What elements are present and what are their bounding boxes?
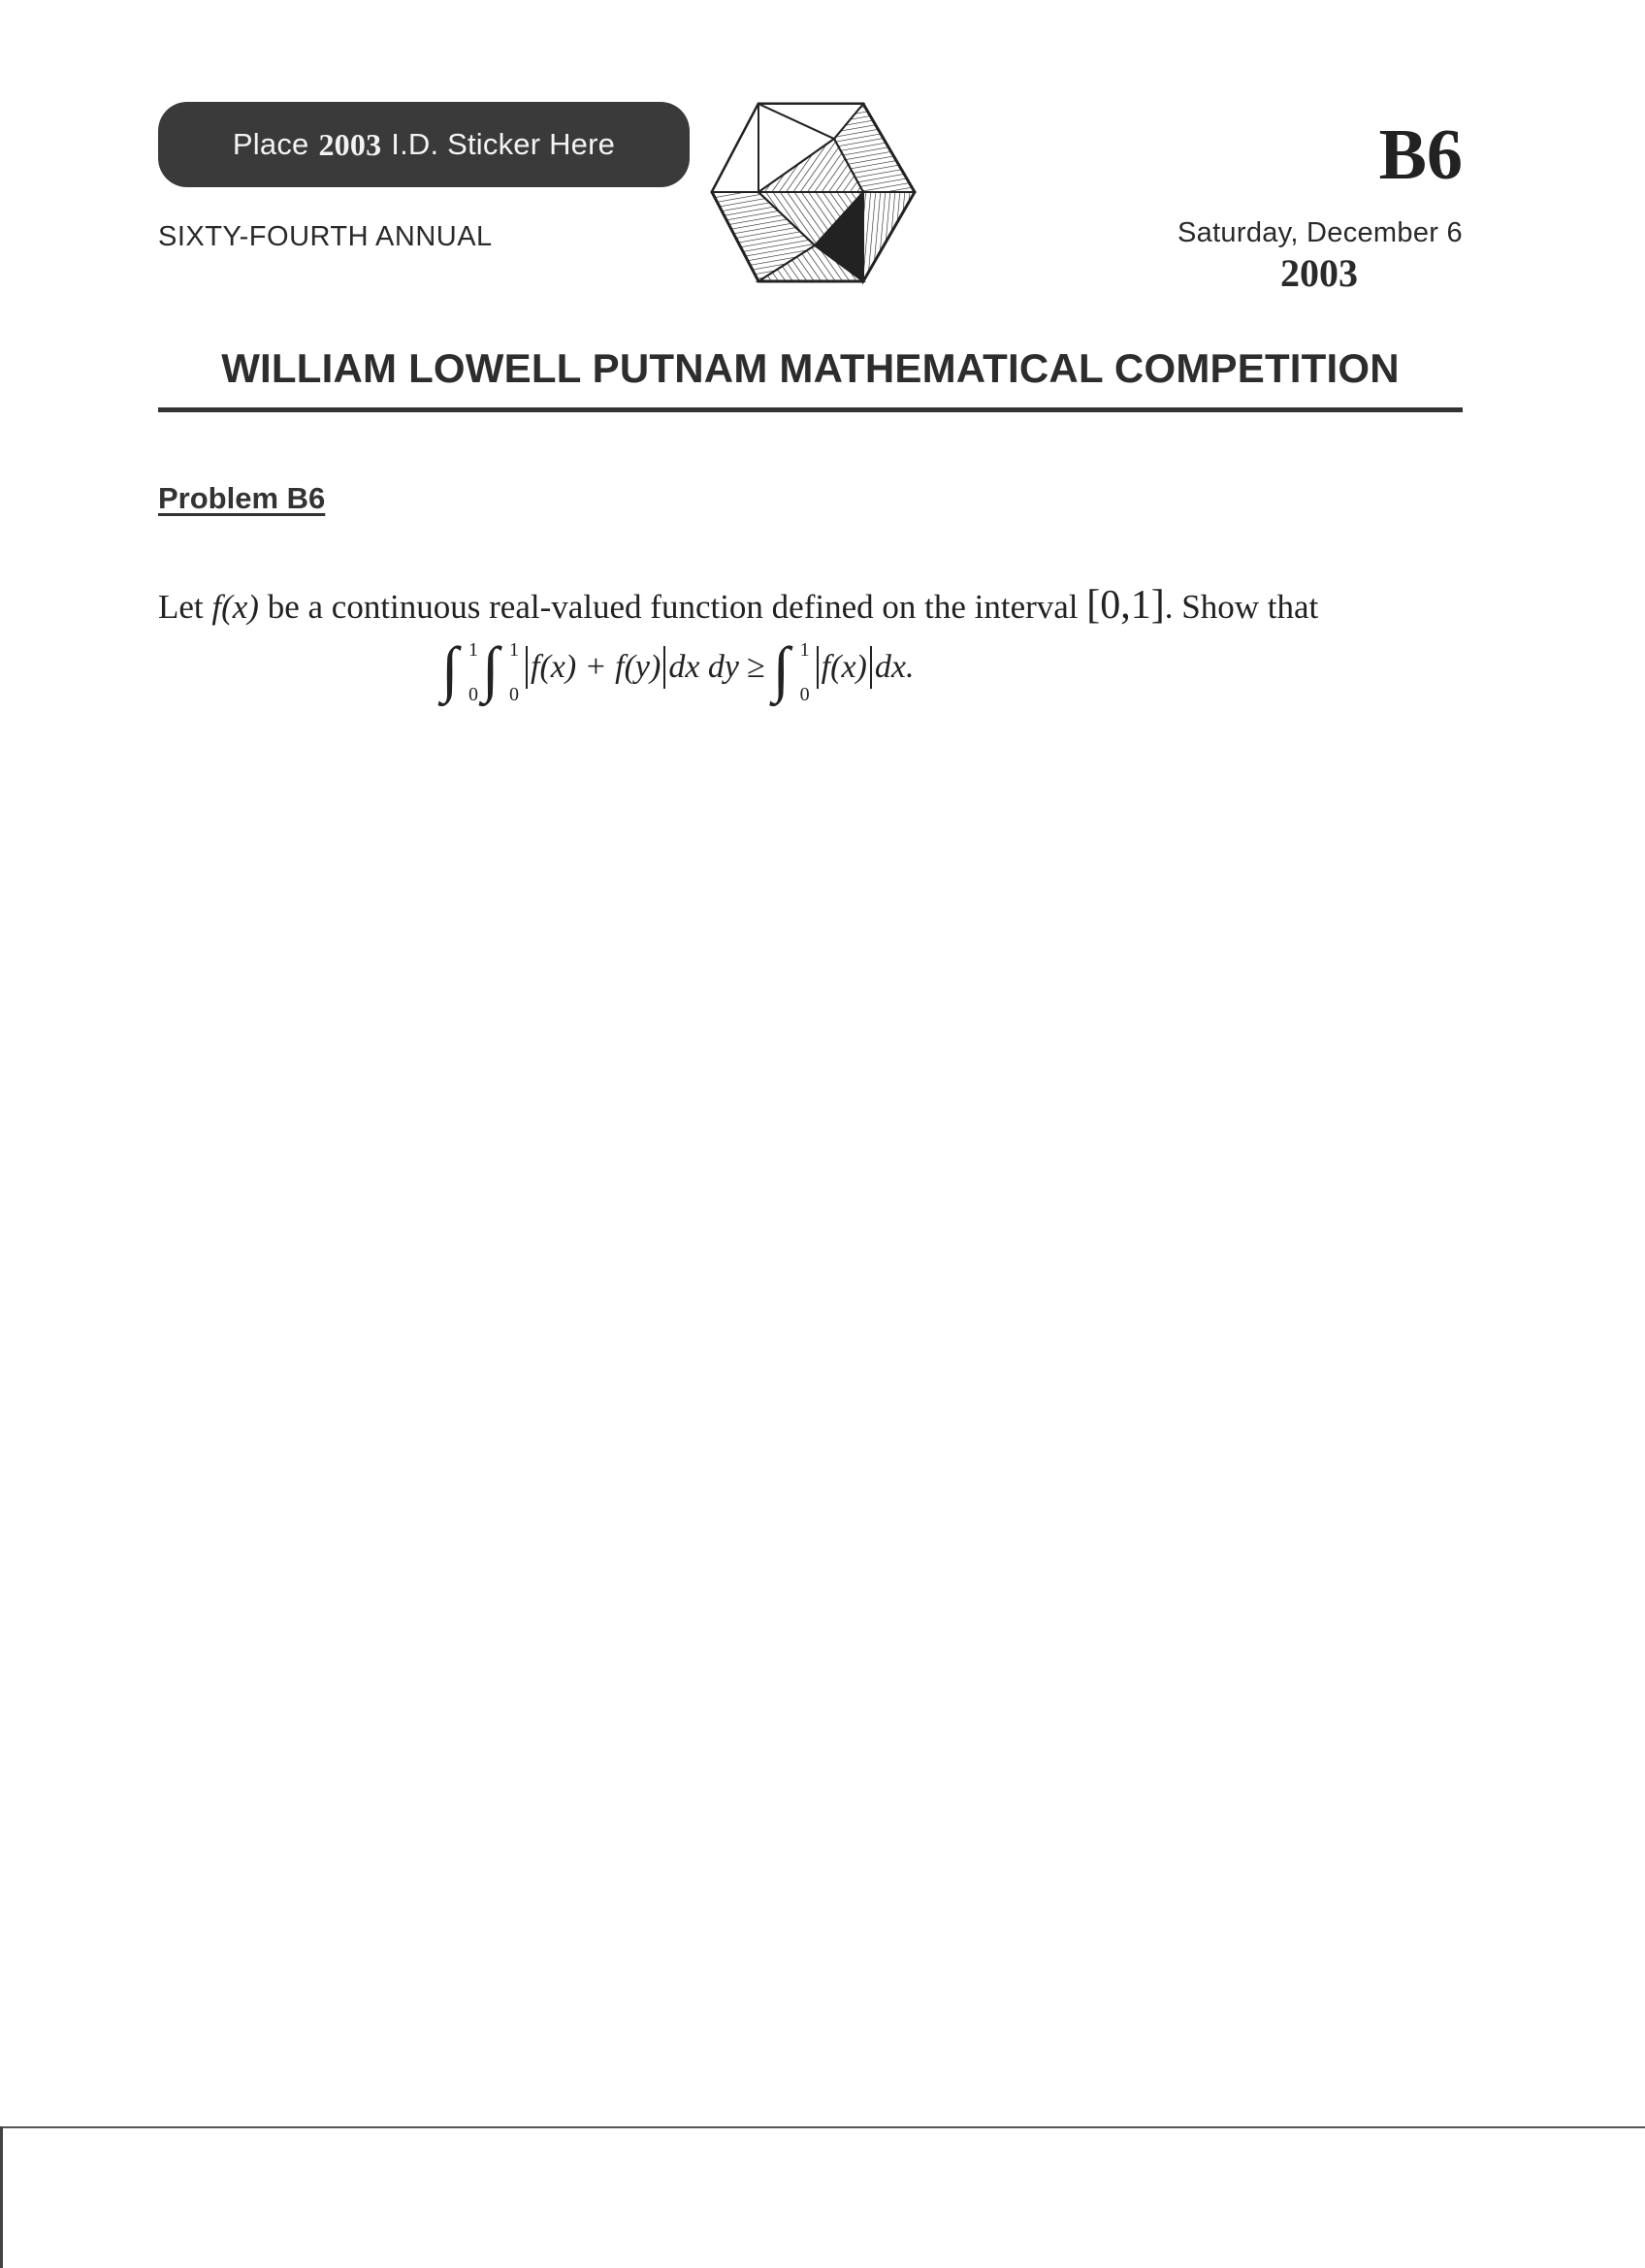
statement-part2: be a continuous real-valued function defined on the interval bbox=[267, 588, 1079, 626]
sticker-year: 2003 bbox=[318, 126, 382, 162]
problem-statement bbox=[158, 582, 1318, 629]
integral-sign-inner: ∫ bbox=[482, 634, 500, 703]
abs-bar-right-rhs bbox=[870, 646, 872, 689]
integral-limits-rhs: 1 0 bbox=[799, 639, 810, 705]
integral-limits-outer: 1 0 bbox=[468, 639, 478, 705]
abs-bar-left bbox=[526, 646, 528, 689]
exam-code: B6 bbox=[1378, 115, 1463, 195]
abs-bar-right bbox=[663, 646, 665, 689]
integral-sign-rhs: ∫ bbox=[772, 634, 790, 703]
scan-left-edge bbox=[0, 2126, 3, 2268]
sticker-suffix: I.D. Sticker Here bbox=[391, 127, 616, 161]
rhs-integrand: f(x) bbox=[821, 649, 867, 685]
title-rule bbox=[158, 407, 1463, 412]
statement-part3: . Show that bbox=[1164, 588, 1319, 626]
annual-label: SIXTY-FOURTH ANNUAL bbox=[158, 221, 493, 252]
sticker-prefix: Place bbox=[232, 127, 309, 161]
statement-interval: [0,1] bbox=[1086, 583, 1165, 628]
exam-year: 2003 bbox=[1280, 251, 1358, 295]
relation-sign: ≥ bbox=[747, 649, 765, 685]
competition-title: WILLIAM LOWELL PUTNAM MATHEMATICAL COMPETITION bbox=[221, 345, 1400, 391]
inequality-formula bbox=[441, 634, 915, 705]
id-sticker-area bbox=[158, 102, 690, 187]
rhs-differential: dx. bbox=[874, 649, 915, 685]
lhs-integrand: f(x) + f(y) bbox=[531, 649, 661, 685]
polyhedron-logo bbox=[708, 100, 919, 286]
integral-sign-outer: ∫ bbox=[441, 634, 459, 703]
exam-date: Saturday, December 6 bbox=[1177, 217, 1463, 248]
statement-function: f(x) bbox=[211, 588, 259, 626]
integral-limits-inner: 1 0 bbox=[509, 639, 519, 705]
abs-bar-left-rhs bbox=[817, 646, 819, 689]
lhs-differentials: dx dy bbox=[668, 649, 739, 685]
problem-heading: Problem B6 bbox=[158, 481, 326, 515]
statement-part1: Let bbox=[158, 588, 204, 626]
scan-bottom-edge bbox=[0, 2126, 1645, 2128]
